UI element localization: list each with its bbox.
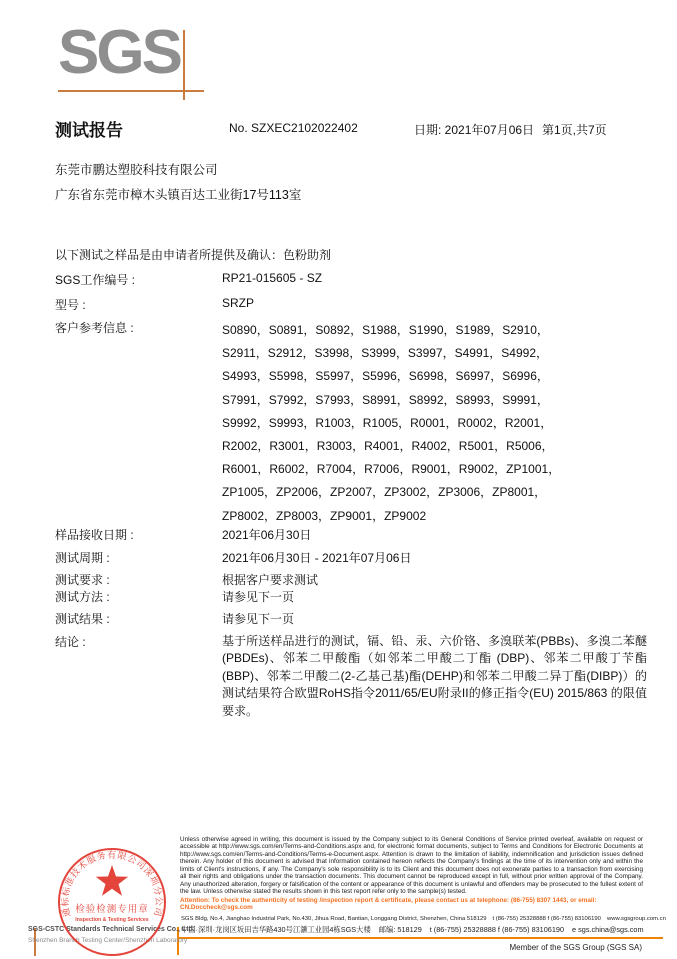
field-test-method [55, 588, 647, 605]
footer-address-en [181, 916, 666, 922]
applicant-name: 东莞市鹏达塑胶科技有限公司 [55, 163, 218, 177]
report-number: No. SZXEC2102022402 [229, 121, 358, 135]
report-date: 日期: 2021年07月06日 [414, 123, 535, 137]
client-reference-line: S9992，S9993，R1003，R1005，R0001，R0002，R2001， [222, 415, 553, 430]
authenticity-attention-text: Attention: To check the authenticity of testing /inspection report & certificate, please contact us at telephone: (86-755) 8307 1443, or email: CN.Doccheck@sgs.com [180, 896, 597, 912]
sgs-logo: SGS [58, 18, 180, 87]
footer-address-cn [181, 925, 663, 935]
postcode-cn-text: 邮编: 518129 [378, 925, 422, 934]
client-reference-line: S0890，S0891，S0892，S1988，S1990，S1989，S2910， [222, 323, 549, 337]
field-client-reference [55, 319, 647, 528]
field-test-request [55, 571, 647, 588]
field-label: 型号 : [55, 298, 86, 312]
client-reference-line: S2911，S2912，S3998，S3999，S3997，S4991，S4992， [222, 346, 549, 361]
field-label: 测试结果 : [55, 612, 110, 626]
lab-company-name: SGS-CSTC Standards Technical Services Co., Ltd. [28, 926, 195, 933]
lab-branch-name: Shenzhen Branch Testing Center/Shenzhen Laboratory [28, 937, 188, 944]
client-reference-line: R2002，R3001，R3003，R4001，R4002，R5001，R5006， [222, 439, 554, 454]
contact-cn-text: t (86-755) 25328888 f (86-755) 83106190 [429, 925, 565, 934]
field-value: 2021年06月30日 [222, 528, 312, 542]
address-cn-text: 中国·深圳·龙岗区坂田吉华路430号江灏工业园4栋SGS大楼 [181, 925, 371, 934]
disclaimer-text: Unless otherwise agreed in writing, this document is issued by the Company subject to its General Conditions of Service printed overleaf, available on request or accessible at http://www.sgs.com/en/Terms-and-Conditions.aspx and, for electronic format documents, subject to Terms and Conditions for Electronic Documents at http://www.sgs.com/en/Terms-and-Conditions/Terms-e-Document.aspx. Attention is drawn to the limitation of liability, indemnification and jurisdiction issues defined therein. Any holder of this document is advised that information contained hereon reflects the Company's findings at the time of its intervention only and within the limits of Client's instructions, if any. The Company's sole responsibility is to its Client and this document does not exonerate parties to a transaction from exercising all their rights and obligations under the transaction documents. This document cannot be reproduced except in full, without prior written approval of the Company. Any unauthorized alteration, forgery or falsification of the content or appearance of this document is unlawful and offenders may be prosecuted to the fullest extent of the law. Unless otherwise stated the results shown in this test report refer only to the sample(s) tested. [180, 836, 643, 896]
stamp-center-en: Inspection & Testing Services [75, 917, 149, 923]
email-text: e sgs.china@sgs.com [572, 925, 644, 934]
field-label: 测试周期 : [55, 551, 110, 565]
contact-en-text: t (86-755) 25328888 f (86-755) 83106190 [492, 916, 601, 922]
website-text: www.sgsgroup.com.cn [606, 916, 666, 922]
client-reference-line: R6001，R6002，R7004，R7006，R9001，R9002，ZP1001， [222, 462, 561, 477]
field-label: 样品接收日期 : [55, 528, 134, 542]
field-label: SGS工作编号 : [55, 273, 136, 287]
field-model [55, 296, 647, 313]
sgs-group-membership-text: Member of the SGS Group (SGS SA) [509, 943, 642, 952]
stamp-center-cn: 检验检测专用章 [75, 904, 149, 915]
sample-description: 以下测试之样品是由申请者所提供及确认：色粉助剂 [55, 248, 332, 262]
field-value: 请参见下一页 [222, 590, 295, 604]
field-label: 测试要求 : [55, 573, 110, 587]
field-value: RP21-015605 - SZ [222, 271, 323, 285]
address-en-text: SGS Bldg, No.4, Jianghao Industrial Park, No.430, Jihua Road, Bantian, Longgang District, Shenzhen, China 518129 [181, 916, 487, 922]
field-label: 结论 : [55, 635, 86, 649]
field-value: 2021年06月30日 - 2021年07月06日 [222, 551, 412, 565]
client-reference-list [222, 319, 647, 528]
crop-mark-horizontal [58, 90, 204, 92]
field-label: 客户参考信息 : [55, 321, 134, 335]
field-value: 请参见下一页 [222, 612, 295, 626]
field-job-number [55, 271, 647, 288]
page-count: 第1页,共7页 [542, 123, 607, 137]
client-reference-line: ZP1005，ZP2006，ZP2007，ZP3002，ZP3006，ZP8001， [222, 485, 547, 500]
client-reference-line: S7991，S7992，S7993，S8991，S8992，S8993，S9991， [222, 392, 549, 407]
client-reference-line: ZP8002，ZP8003，ZP9001，ZP9002 [222, 508, 427, 523]
page-title: 测试报告 [55, 121, 123, 140]
field-value: SRZP [222, 296, 255, 310]
field-test-period [55, 549, 647, 566]
field-received-date [55, 526, 647, 543]
stamp-star-icon [96, 865, 128, 896]
field-test-result [55, 610, 647, 627]
inspection-stamp [56, 846, 168, 958]
footer-disclaimer [180, 836, 643, 912]
field-conclusion [55, 633, 647, 720]
stamp-circle [59, 849, 165, 955]
client-reference-line: S4993，S5998，S5997，S5996，S6998，S6997，S6996， [222, 369, 549, 384]
stamp-arc-text: 通标标准技术服务有限公司深圳分公司 [59, 849, 165, 918]
conclusion-text: 基于所送样品进行的测试，镉、铅、汞、六价铬、多溴联苯(PBBs)、多溴二苯醚(PBDEs)、邻苯二甲酸酯（如邻苯二甲酸二丁酯 (DBP)、邻苯二甲酸丁苄酯(BBP)、邻苯二甲酸二(2-乙基己基)酯(DEHP)和邻苯二甲酸二异丁酯(DIBP)）的测试结果符合欧盟RoHS指令2011/65/EU附录II的修正指令(EU) 2015/863 的限值要求。 [222, 634, 647, 718]
field-value: 根据客户要求测试 [222, 573, 319, 587]
field-label: 测试方法 : [55, 590, 110, 604]
footer-orange-rule [177, 937, 663, 939]
applicant-address: 广东省东莞市樟木头镇百达工业街17号113室 [55, 188, 302, 202]
